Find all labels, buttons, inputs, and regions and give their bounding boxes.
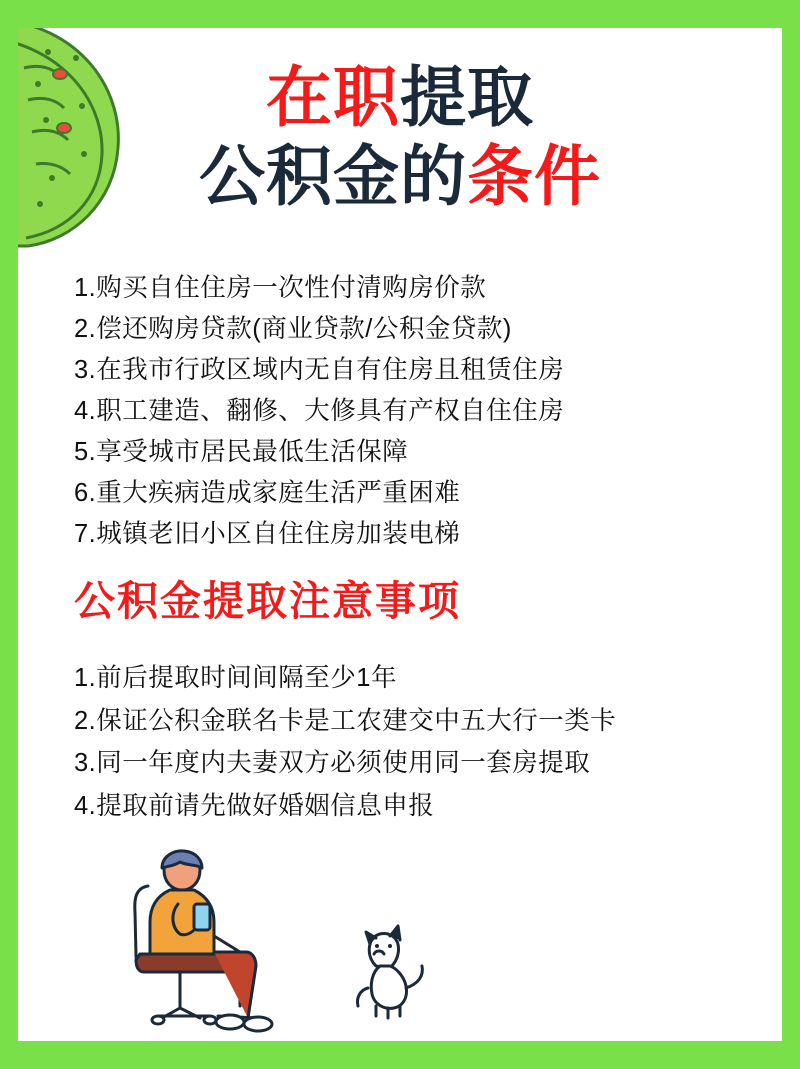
cat-icon [357,926,422,1018]
title-line-2-red: 条件 [467,139,601,214]
list-item: 2.保证公积金联名卡是工农建交中五大行一类卡 [74,706,617,735]
section-heading: 公积金提取注意事项 [74,578,461,624]
title-line-2-dark: 公积金的 [199,139,467,214]
poster-card [18,28,782,1041]
list-item: 4.职工建造、翻修、大修具有产权自住住房 [74,397,565,425]
page-title [18,62,782,213]
title-line-1 [18,62,782,133]
person-icon [150,851,272,1031]
list-item: 3.在我市行政区域内无自有住房且租赁住房 [74,356,565,384]
conditions-list [74,276,734,563]
list-item: 4.提取前请先做好婚姻信息申报 [74,791,435,820]
list-item: 7.城镇老旧小区自住住房加装电梯 [74,520,461,548]
notes-list [74,666,734,836]
list-item: 6.重大疾病造成家庭生活严重困难 [74,479,461,507]
list-item: 5.享受城市居民最低生活保障 [74,438,409,466]
list-item: 1.前后提取时间间隔至少1年 [74,664,397,692]
illustration [118,848,538,1048]
list-item: 2.偿还购房贷款(商业贷款/公积金贷款) [74,315,512,343]
list-item: 1.购买自住住房一次性付清购房价款 [74,274,487,302]
list-item: 3.同一年度内夫妻双方必须使用同一套房提取 [74,749,591,777]
title-line-1-red: 在职 [266,60,400,134]
title-line-2 [18,141,782,212]
title-line-1-dark: 提取 [400,60,534,134]
